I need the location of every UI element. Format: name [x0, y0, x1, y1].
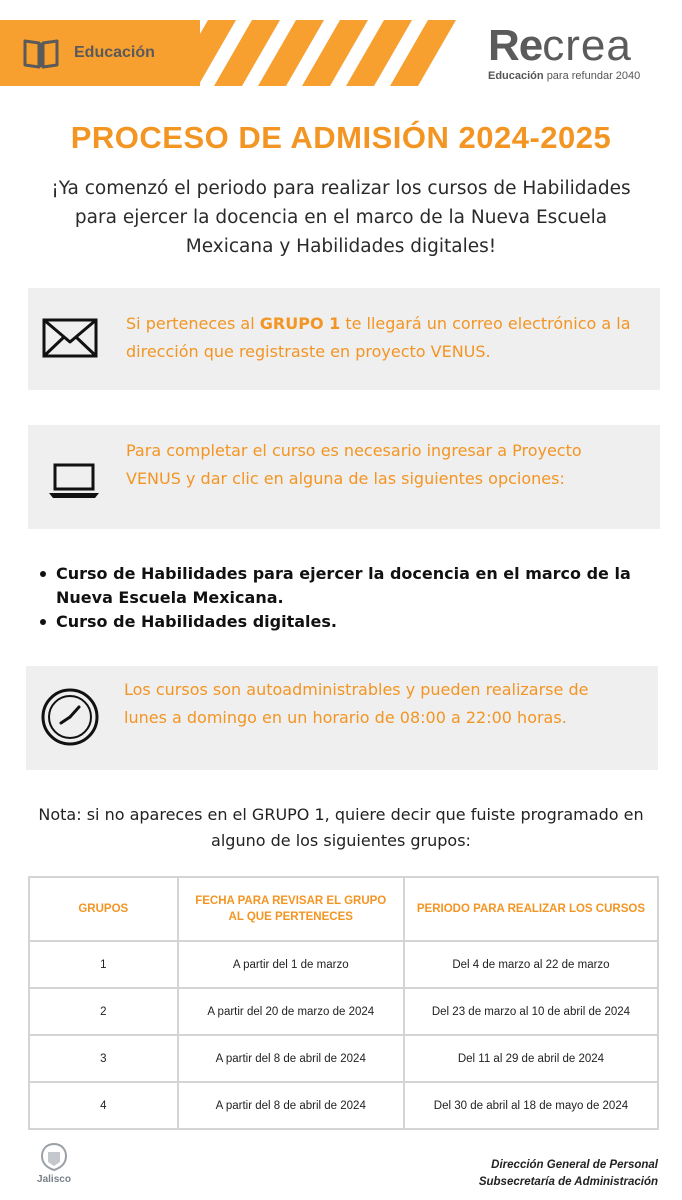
- brand-tagline: Educación para refundar 2040: [488, 70, 641, 82]
- laptop-icon: [48, 463, 100, 499]
- mail-card-text: Si perteneces al GRUPO 1 te llegará un correo electrónico a la dirección que registraste en proyecto VENUS.: [126, 314, 631, 361]
- info-card-mail: [28, 288, 660, 390]
- table-row: [29, 1035, 658, 1082]
- footer-credits: [479, 1157, 658, 1191]
- group-highlight: GRUPO 1: [259, 314, 341, 333]
- footer-line-2: Subsecretaría de Administración: [478, 1176, 658, 1188]
- table-cell: Del 11 al 29 de abril de 2024: [404, 1035, 658, 1082]
- table-cell: A partir del 1 de marzo: [178, 941, 404, 988]
- table-row: [29, 988, 658, 1035]
- column-header: PERIODO PARA REALIZAR LOS CURSOS: [404, 877, 658, 941]
- column-header: GRUPOS: [29, 877, 178, 941]
- svg-text:Jalisco: Jalisco: [37, 1174, 71, 1185]
- table-header-row: [29, 877, 658, 941]
- course-options-list: [38, 562, 658, 634]
- clock-card-text: Los cursos son autoadministrables y pueden realizarse de lunes a domingo en un horario de 08:00 a 22:00 horas.: [124, 680, 589, 727]
- page-title: PROCESO DE ADMISIÓN 2024-2025: [70, 120, 612, 155]
- table-cell: A partir del 8 de abril de 2024: [178, 1082, 404, 1129]
- section-banner: [0, 20, 200, 86]
- intro-text: ¡Ya comenzó el periodo para realizar los cursos de Habilidades para ejercer la docencia en el marco de la Nueva Escuela Mexicana y Habilidades digitales!: [51, 178, 631, 257]
- groups-table: [28, 876, 659, 1130]
- table-row: [29, 941, 658, 988]
- table-cell: Del 23 de marzo al 10 de abril de 2024: [404, 988, 658, 1035]
- info-card-clock: [26, 666, 658, 770]
- note-text: Nota: si no apareces en el GRUPO 1, quiere decir que fuiste programado en alguno de los siguientes grupos:: [38, 805, 644, 850]
- header: [0, 0, 682, 110]
- info-card-laptop: [28, 425, 660, 529]
- table-cell: Del 4 de marzo al 22 de marzo: [404, 941, 658, 988]
- brand-name: Recrea: [488, 21, 632, 70]
- table-cell: 1: [29, 941, 178, 988]
- list-item: Curso de Habilidades para ejercer la docencia en el marco de la Nueva Escuela Mexicana.: [38, 562, 658, 610]
- decorative-stripes: [168, 20, 458, 86]
- footer-line-1: Dirección General de Personal: [491, 1159, 658, 1171]
- recrea-logo: [488, 21, 668, 90]
- table-cell: 2: [29, 988, 178, 1035]
- table-cell: 3: [29, 1035, 178, 1082]
- column-header: FECHA PARA REVISAR EL GRUPO AL QUE PERTENECES: [178, 877, 404, 941]
- table-cell: Del 30 de abril al 18 de mayo de 2024: [404, 1082, 658, 1129]
- book-icon: [22, 36, 60, 70]
- clock-icon: [40, 687, 100, 747]
- list-item: Curso de Habilidades digitales.: [38, 610, 658, 634]
- envelope-icon: [42, 318, 98, 358]
- table-cell: A partir del 20 de marzo de 2024: [178, 988, 404, 1035]
- jalisco-seal-icon: [24, 1140, 84, 1190]
- laptop-card-text: Para completar el curso es necesario ingresar a Proyecto VENUS y dar clic en alguna de las siguientes opciones:: [126, 441, 582, 488]
- table-cell: 4: [29, 1082, 178, 1129]
- table-row: [29, 1082, 658, 1129]
- table-cell: A partir del 8 de abril de 2024: [178, 1035, 404, 1082]
- section-label: Educación: [74, 44, 155, 61]
